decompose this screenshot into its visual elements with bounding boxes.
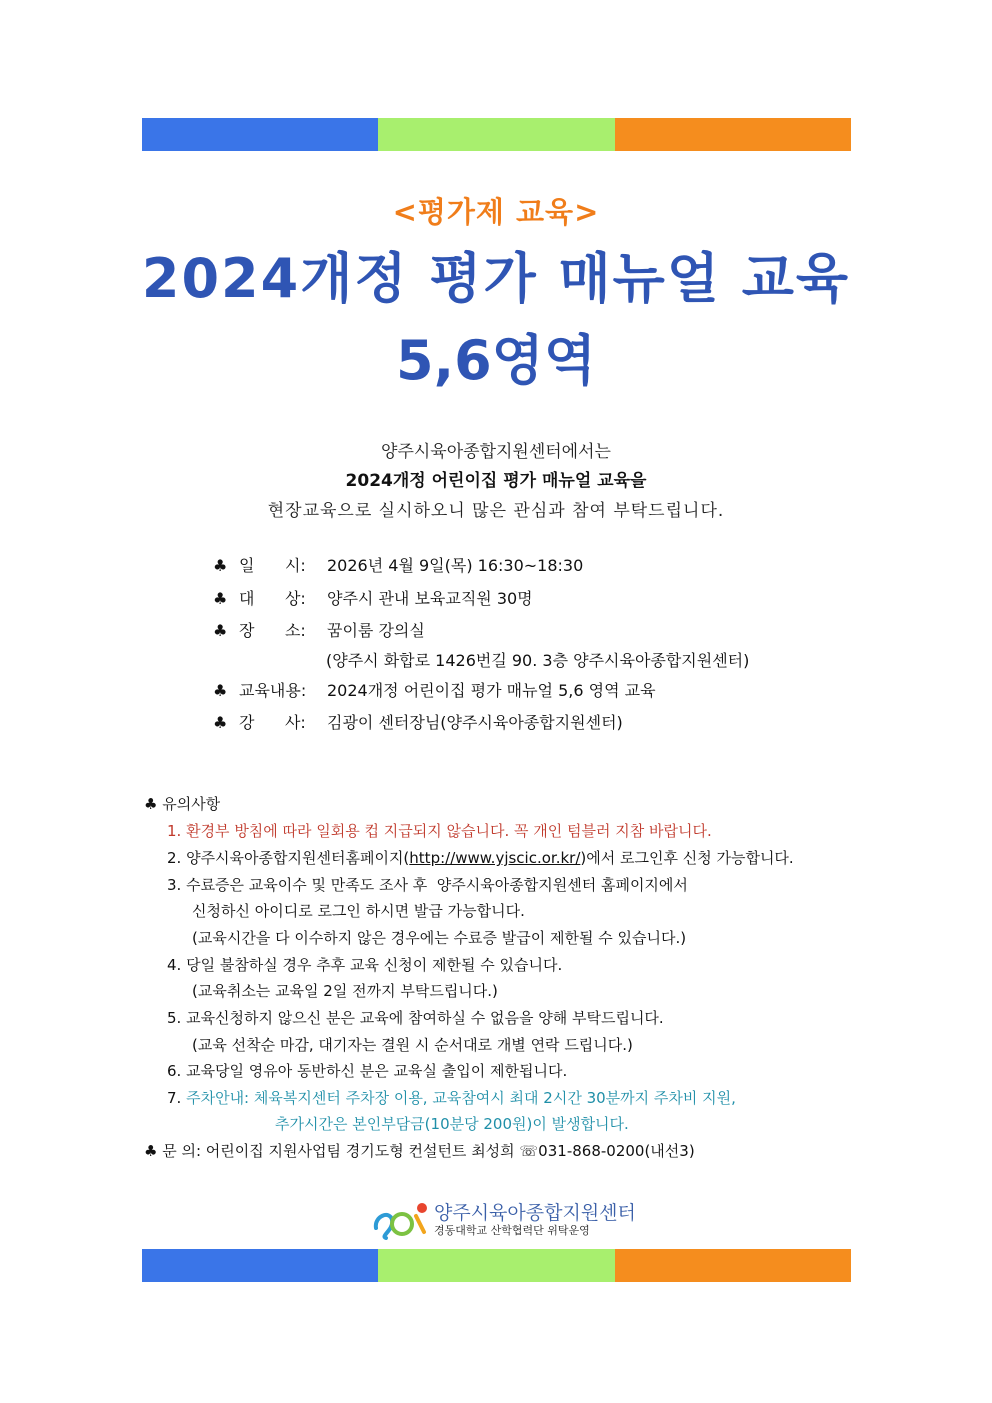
note-2-post: )에서 로그인후 신청 가능합니다. <box>580 849 794 867</box>
note-6: 6. 교육당일 영유아 동반하신 분은 교육실 출입이 제한됩니다. <box>167 1062 568 1080</box>
note-7 <box>167 1087 736 1108</box>
info-label: 강 사: <box>239 713 306 732</box>
bar-segment-blue <box>142 118 378 151</box>
info-label: 장 소: <box>239 621 306 640</box>
note-2 <box>167 847 794 868</box>
contact-info: ♣ 문 의: 어린이집 지원사업팀 경기도형 컨설턴트 최성희 ☏031-868-0200(내선3) <box>144 1142 695 1160</box>
note-3: 3. 수료증은 교육이수 및 만족도 조사 후 양주시육아종합지원센터 홈페이지에서 <box>167 876 688 894</box>
info-row-date <box>213 553 583 576</box>
note-5-line2: (교육 선착순 마감, 대기자는 결원 시 순서대로 개별 연락 드립니다.) <box>192 1036 633 1054</box>
club-icon: ♣ <box>213 681 228 700</box>
bar-segment-blue <box>142 1249 378 1282</box>
note-7-line2: 추가시간은 본인부담금(10분당 200원)이 발생합니다. <box>275 1115 629 1133</box>
note-3-line3: (교육시간을 다 이수하지 않은 경우에는 수료증 발급이 제한될 수 있습니다.) <box>192 929 687 947</box>
info-row-content <box>213 678 656 701</box>
intro-line3: 현장교육으로 실시하오니 많은 관심과 참여 부탁드립니다. <box>267 501 725 521</box>
subtitle: <평가제 교육> <box>392 195 600 229</box>
info-address: (양주시 화합로 1426번길 90. 3층 양주시육아종합지원센터) <box>326 651 750 670</box>
info-row-target <box>213 586 533 609</box>
info-label: 일 시: <box>239 556 306 575</box>
page-title-line2: 5,6영역 <box>396 329 596 392</box>
center-logo <box>372 1198 636 1240</box>
intro-line1: 양주시육아종합지원센터에서는 <box>381 442 611 462</box>
info-value: 양주시 관내 보육교직원 30명 <box>327 589 533 608</box>
note-4-line2: (교육취소는 교육일 2일 전까지 부탁드립니다.) <box>192 982 498 1000</box>
note-5: 5. 교육신청하지 않으신 분은 교육에 참여하실 수 없음을 양해 부탁드립니다. <box>167 1009 664 1027</box>
bar-segment-green <box>378 1249 614 1282</box>
page-title: 2024개정 평가 매뉴얼 교육 <box>141 247 851 310</box>
club-icon: ♣ <box>213 589 228 608</box>
note-3-line2: 신청하신 아이디로 로그인 하시면 발급 가능합니다. <box>192 902 525 920</box>
club-icon: ♣ <box>213 621 228 640</box>
club-icon: ♣ <box>213 556 228 575</box>
info-value: 김광이 센터장님(양주시육아종합지원센터) <box>327 713 623 732</box>
homepage-link[interactable]: http://www.yjscic.or.kr/ <box>409 849 581 867</box>
note-7-number: 7. <box>167 1089 187 1107</box>
logo-name: 양주시육아종합지원센터 <box>434 1202 636 1224</box>
info-label: 교육내용: <box>239 681 307 700</box>
info-value: 꿈이룸 강의실 <box>327 621 425 640</box>
info-row-lecturer <box>213 710 623 733</box>
bar-segment-orange <box>615 1249 851 1282</box>
note-2-pre: 2. 양주시육아종합지원센터홈페이지( <box>167 849 410 867</box>
info-label: 대 상: <box>239 589 306 608</box>
note-1: 1. 환경부 방침에 따라 일회용 컵 지급되지 않습니다. 꼭 개인 텀블러 지참 바랍니다. <box>167 822 712 840</box>
logo-subtext: 경동대학교 산학협력단 위탁운영 <box>434 1224 590 1237</box>
info-value: 2026년 4월 9일(목) 16:30~18:30 <box>327 556 584 575</box>
intro-line2: 2024개정 어린이집 평가 매뉴얼 교육을 <box>345 471 647 491</box>
bar-segment-green <box>378 118 614 151</box>
bar-segment-orange <box>615 118 851 151</box>
info-row-place <box>213 618 425 641</box>
bottom-color-bar <box>142 1249 851 1282</box>
note-7-text: 주차안내: 체육복지센터 주차장 이용, 교육참여시 최대 2시간 30분까지 주차비 지원, <box>186 1089 736 1107</box>
info-value: 2024개정 어린이집 평가 매뉴얼 5,6 영역 교육 <box>327 681 656 700</box>
club-icon: ♣ <box>213 713 228 732</box>
top-color-bar <box>142 118 851 151</box>
note-4: 4. 당일 불참하실 경우 추후 교육 신청이 제한될 수 있습니다. <box>167 956 563 974</box>
logo-mark-icon <box>372 1198 432 1240</box>
notes-heading: ♣ 유의사항 <box>144 795 221 813</box>
